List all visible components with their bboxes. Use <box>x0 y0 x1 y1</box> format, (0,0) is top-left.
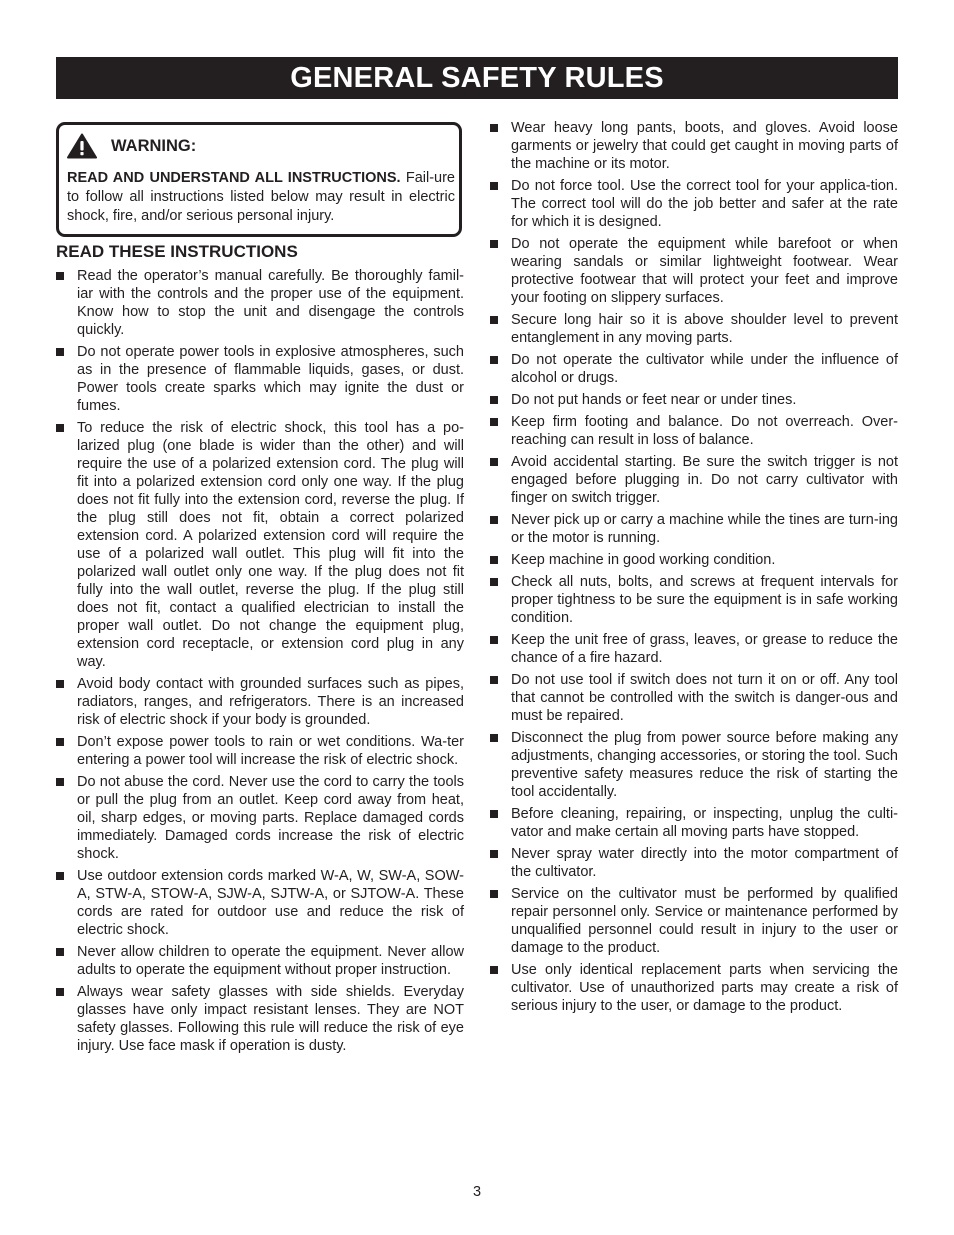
rule-item <box>56 773 464 863</box>
section-heading: READ THESE INSTRUCTIONS <box>56 242 298 261</box>
title-bar <box>56 57 898 99</box>
rule-text: Do not operate the equipment while barefoot or when wearing sandals or similar lightweight footwear. Wear protective footwear that will protect your feet and improve your footing on slippery surfaces. <box>511 236 898 306</box>
rule-item <box>490 885 898 957</box>
rule-text: Keep machine in good working condition. <box>511 552 776 568</box>
rule-item <box>490 551 898 569</box>
rule-item <box>490 391 898 409</box>
rule-text: Do not abuse the cord. Never use the cord to carry the tools or pull the plug from an outlet. Keep cord away from heat, oil, sharp edges, or moving parts. Replace damaged cords immediately. Damaged cords increase the risk of electric shock. <box>77 774 464 862</box>
square-bullet-icon <box>490 316 498 324</box>
rule-item <box>490 311 898 347</box>
left-rule-list <box>56 267 464 1059</box>
rule-text: Use only identical replacement parts when servicing the cultivator. Use of unauthorized parts may create a risk of serious injury to the user, or damage to the product. <box>511 962 898 1014</box>
rule-item <box>490 413 898 449</box>
rule-text: Do not put hands or feet near or under tines. <box>511 392 797 408</box>
rule-text: Keep the unit free of grass, leaves, or grease to reduce the chance of a fire hazard. <box>511 632 898 666</box>
rule-item <box>56 343 464 415</box>
rule-text: Keep firm footing and balance. Do not overreach. Over-reaching can result in loss of balance. <box>511 414 898 448</box>
rule-item <box>490 631 898 667</box>
rule-text: Do not use tool if switch does not turn it on or off. Any tool that cannot be controlled with the switch is danger-ous and must be repaired. <box>511 672 898 724</box>
rule-item <box>56 733 464 769</box>
rule-item <box>490 729 898 801</box>
square-bullet-icon <box>490 578 498 586</box>
rule-item <box>490 961 898 1015</box>
square-bullet-icon <box>490 124 498 132</box>
square-bullet-icon <box>490 396 498 404</box>
rule-text: Service on the cultivator must be performed by qualified repair personnel only. Service or maintenance performed by unqualified personnel could result in injury to the user or damage to the product. <box>511 886 898 956</box>
square-bullet-icon <box>490 810 498 818</box>
rule-text: Secure long hair so it is above shoulder level to prevent entanglement in any moving parts. <box>511 312 898 346</box>
rule-item <box>56 943 464 979</box>
warning-box <box>56 122 462 237</box>
rule-text: Avoid accidental starting. Be sure the switch trigger is not engaged before plugging in. Do not carry cultivator with finger on switch trigger. <box>511 454 898 506</box>
rule-item <box>490 119 898 173</box>
rule-text: Never pick up or carry a machine while the tines are turn-ing or the motor is running. <box>511 512 898 546</box>
square-bullet-icon <box>56 988 64 996</box>
square-bullet-icon <box>56 348 64 356</box>
warning-lead: READ AND UNDERSTAND ALL INSTRUCTIONS. <box>67 170 401 186</box>
rule-text: Never spray water directly into the motor compartment of the cultivator. <box>511 846 898 880</box>
warning-body: Fail-ure to follow all instructions listed below may result in electric shock, fire, and/or serious personal injury. <box>67 170 455 224</box>
rule-item <box>490 351 898 387</box>
square-bullet-icon <box>56 872 64 880</box>
rule-item <box>56 675 464 729</box>
square-bullet-icon <box>56 738 64 746</box>
square-bullet-icon <box>56 778 64 786</box>
rule-item <box>490 177 898 231</box>
warning-header <box>67 133 196 159</box>
rule-item <box>56 419 464 671</box>
rule-text: Before cleaning, repairing, or inspecting, unplug the culti-vator and make certain all moving parts have stopped. <box>511 806 898 840</box>
rule-text: To reduce the risk of electric shock, this tool has a po-larized plug (one blade is wider than the other) and will require the use of a polarized extension cord. The plug will fit into a polarized extension cord only one way. If the plug does not fit fully into the extension cord, reverse the plug. If the plug still does not fit, obtain a correct polarized extension cord. A polarized extension cord will require the use of a polarized wall outlet. This plug will fit into the polarized wall outlet only one way. If the plug does not fit fully into the wall outlet, reverse the plug. If the plug still does not fit, contact a qualified electrician to install the proper wall outlet. Do not change the equipment plug, extension cord receptacle, or extension cord plug in any way. <box>77 420 464 670</box>
square-bullet-icon <box>56 680 64 688</box>
rule-text: Check all nuts, bolts, and screws at frequent intervals for proper tightness to be sure the equipment is in safe working condition. <box>511 574 898 626</box>
warning-triangle-icon <box>67 133 97 159</box>
square-bullet-icon <box>490 850 498 858</box>
page-number: 3 <box>472 1184 482 1200</box>
rule-text: Read the operator’s manual carefully. Be thoroughly famil-iar with the controls and the proper use of the equipment. Know how to stop the unit and disengage the controls quickly. <box>77 268 464 338</box>
rule-text: Do not operate the cultivator while under the influence of alcohol or drugs. <box>511 352 898 386</box>
rule-text: Do not operate power tools in explosive atmospheres, such as in the presence of flammable liquids, gases, or dust. Power tools create sparks which may ignite the dust or fumes. <box>77 344 464 414</box>
warning-text <box>67 169 455 226</box>
rule-text: Use outdoor extension cords marked W-A, W, SW-A, SOW-A, STW-A, STOW-A, SJW-A, SJTW-A, or SJTOW-A. These cords are rated for outdoor use and reduce the risk of electric shock. <box>77 868 464 938</box>
rule-text: Disconnect the plug from power source before making any adjustments, changing accessories, or storing the tool. Such preventive safety measures reduce the risk of starting the tool accidentally. <box>511 730 898 800</box>
right-rule-list <box>490 119 898 1019</box>
rule-text: Always wear safety glasses with side shields. Everyday glasses have only impact resistant lenses. They are NOT safety glasses. Following this rule will reduce the risk of eye injury. Use face mask if operation is dusty. <box>77 984 464 1054</box>
page-title: GENERAL SAFETY RULES <box>290 61 664 94</box>
square-bullet-icon <box>490 418 498 426</box>
square-bullet-icon <box>490 356 498 364</box>
rule-item <box>490 573 898 627</box>
rule-text: Avoid body contact with grounded surfaces such as pipes, radiators, ranges, and refrigerators. There is an increased risk of electric shock if your body is grounded. <box>77 676 464 728</box>
square-bullet-icon <box>490 182 498 190</box>
rule-item <box>490 805 898 841</box>
square-bullet-icon <box>490 556 498 564</box>
rule-text: Wear heavy long pants, boots, and gloves. Avoid loose garments or jewelry that could get caught in moving parts of the machine or its motor. <box>511 120 898 172</box>
square-bullet-icon <box>490 516 498 524</box>
rule-item <box>56 983 464 1055</box>
rule-text: Do not force tool. Use the correct tool for your applica-tion. The correct tool will do the job better and safer at the rate for which it is designed. <box>511 178 898 230</box>
rule-item <box>490 235 898 307</box>
square-bullet-icon <box>490 734 498 742</box>
warning-label: WARNING: <box>111 136 197 155</box>
rule-item <box>490 511 898 547</box>
rule-text: Never allow children to operate the equipment. Never allow adults to operate the equipment without proper instruction. <box>77 944 464 978</box>
rule-item <box>490 845 898 881</box>
square-bullet-icon <box>490 676 498 684</box>
square-bullet-icon <box>56 272 64 280</box>
square-bullet-icon <box>490 458 498 466</box>
square-bullet-icon <box>490 636 498 644</box>
square-bullet-icon <box>56 424 64 432</box>
square-bullet-icon <box>490 890 498 898</box>
square-bullet-icon <box>490 240 498 248</box>
rule-item <box>56 867 464 939</box>
square-bullet-icon <box>490 966 498 974</box>
square-bullet-icon <box>56 948 64 956</box>
rule-text: Don’t expose power tools to rain or wet conditions. Wa-ter entering a power tool will increase the risk of electric shock. <box>77 734 464 768</box>
rule-item <box>490 453 898 507</box>
rule-item <box>490 671 898 725</box>
rule-item <box>56 267 464 339</box>
